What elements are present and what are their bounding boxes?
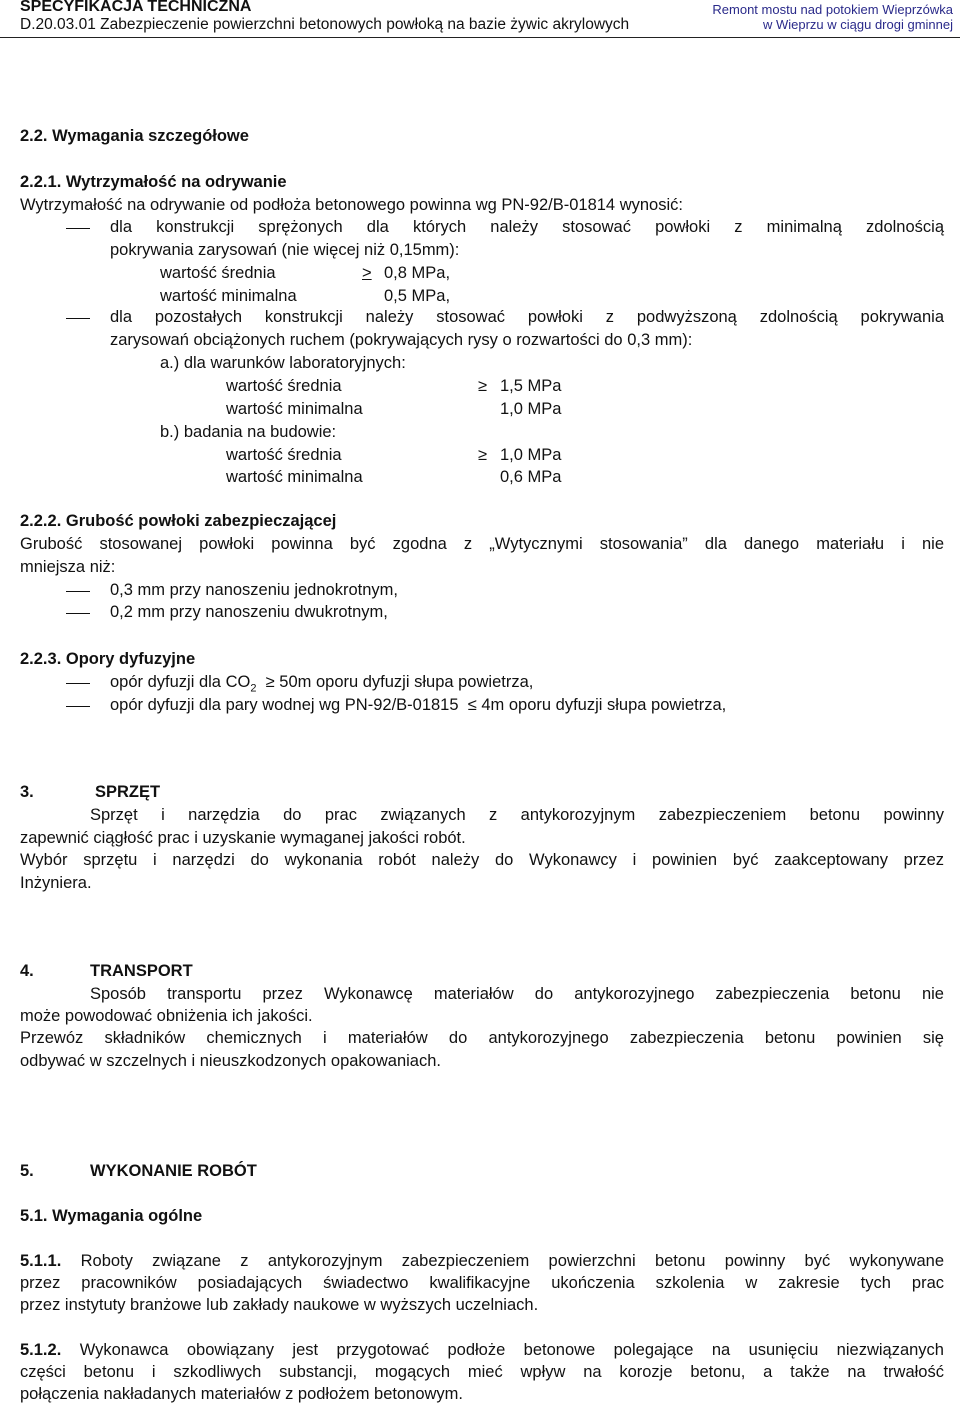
paragraph-line bbox=[20, 1252, 944, 1271]
paragraph-line: przez instytuty branżowe lub zakłady naukowe w wyższych uczelniach. bbox=[20, 1296, 539, 1314]
paragraph-line: Wybór sprzętu i narzędzi do wykonania robót należy do Wykonawcy i powinien być zaakceptowany przez bbox=[20, 851, 944, 869]
list-item: 0,2 mm przy nanoszeniu dwukrotnym, bbox=[110, 603, 388, 621]
section-heading-2-2-2: 2.2.2. Grubość powłoki zabezpieczającej bbox=[20, 512, 337, 530]
section-heading-2-2-1: 2.2.1. Wytrzymałość na odrywanie bbox=[20, 173, 287, 191]
section-number: 4. bbox=[20, 962, 34, 980]
ge-sign: > bbox=[362, 264, 372, 282]
value-label: wartość średnia bbox=[226, 446, 342, 464]
value-label: wartość minimalna bbox=[226, 400, 363, 418]
list-dash bbox=[66, 706, 90, 707]
value-label: wartość średnia bbox=[160, 264, 276, 282]
section-heading-2-2: 2.2. Wymagania szczegółowe bbox=[20, 127, 249, 145]
list-dash bbox=[66, 318, 90, 319]
value-amount: 1,0 MPa bbox=[500, 400, 562, 418]
paragraph-line: może powodować obniżenia ich jakości. bbox=[20, 1007, 313, 1025]
paragraph-line: przez pracowników posiadających świadectwo kwalifikacyjne ukończenia szkolenia w zakresie tych prac bbox=[20, 1274, 944, 1292]
list-dash bbox=[66, 613, 90, 614]
spec-title: SPECYFIKACJA TECHNICZNA bbox=[20, 0, 252, 15]
header-rule bbox=[0, 37, 960, 38]
vapour-value-text: 4m oporu dyfuzji słupa powietrza, bbox=[481, 696, 727, 714]
paragraph-line: dla pozostałych konstrukcji należy stosować powłoki z podwyższoną zdolnością pokrywania bbox=[110, 308, 944, 326]
list-dash bbox=[66, 683, 90, 684]
spec-code: D.20.03.01 Zabezpieczenie powierzchni betonowych powłoką na bazie żywic akrylowych bbox=[20, 16, 630, 33]
paragraph-line: Wytrzymałość na odrywanie od podłoża betonowego powinna wg PN-92/B-01814 wynosić: bbox=[20, 196, 683, 214]
paragraph-line: dla konstrukcji sprężonych dla których należy stosować powłoki z minimalną zdolnością bbox=[110, 218, 944, 236]
value-amount: 1,0 MPa bbox=[500, 446, 562, 464]
list-item bbox=[110, 696, 726, 715]
paragraph-line: Sprzęt i narzędzia do prac związanych z antykorozyjnym zabezpieczeniem betonu powinny bbox=[90, 806, 944, 824]
project-name-line2: w Wieprzu w ciągu drogi gminnej bbox=[762, 17, 953, 32]
value-amount: 1,5 MPa bbox=[500, 377, 562, 395]
section-number: 3. bbox=[20, 783, 34, 801]
value-label: wartość minimalna bbox=[226, 468, 363, 486]
ge-sign: ≥ bbox=[478, 377, 488, 395]
paragraph-number: 5.1.1. bbox=[20, 1252, 62, 1270]
section-title: WYKONANIE ROBÓT bbox=[90, 1162, 257, 1180]
paragraph-text: Wykonawca obowiązany jest przygotować podłoże betonowe polegające na usunięciu niezwiązanych bbox=[79, 1341, 944, 1359]
co2-text: opór dyfuzji dla CO bbox=[110, 673, 251, 691]
value-label: wartość średnia bbox=[226, 377, 342, 395]
paragraph-line: części betonu i szkodliwych substancji, mogących mieć wpływ na korozje betonu, a także na trwałość bbox=[20, 1363, 944, 1381]
paragraph-line: odbywać w szczelnych i nieuszkodzonych opakowaniach. bbox=[20, 1052, 441, 1070]
paragraph-line: pokrywania zarysowań (nie więcej niż 0,15mm): bbox=[110, 241, 460, 259]
paragraph-line bbox=[20, 1341, 944, 1360]
project-name-line1: Remont mostu nad potokiem Wieprzówka bbox=[712, 2, 953, 17]
section-heading-5-1: 5.1. Wymagania ogólne bbox=[20, 1207, 203, 1225]
list-item: 0,3 mm przy nanoszeniu jednokrotnym, bbox=[110, 581, 398, 599]
paragraph-line: zapewnić ciągłość prac i uzyskanie wymaganej jakości robót. bbox=[20, 829, 466, 847]
ge-sign: ≥ bbox=[478, 446, 488, 464]
subscript: 2 bbox=[250, 682, 257, 695]
section-heading-2-2-3: 2.2.3. Opory dyfuzyjne bbox=[20, 650, 196, 668]
section-title: TRANSPORT bbox=[90, 962, 193, 980]
list-item bbox=[110, 673, 533, 694]
le-sign: ≤ bbox=[467, 696, 477, 714]
section-number: 5. bbox=[20, 1162, 34, 1180]
value-amount: 0,8 MPa, bbox=[384, 264, 451, 282]
co2-value-text: 50m oporu dyfuzji słupa powietrza, bbox=[279, 673, 534, 691]
list-dash bbox=[66, 228, 90, 229]
section-title: SPRZĘT bbox=[95, 783, 161, 801]
list-dash bbox=[66, 591, 90, 592]
vapour-text: opór dyfuzji dla pary wodnej wg PN-92/B-01815 bbox=[110, 696, 459, 714]
paragraph-line: Inżyniera. bbox=[20, 874, 92, 892]
paragraph-text: Roboty związane z antykorozyjnym zabezpieczeniem powierzchni betonu powinny być wykonywane bbox=[80, 1252, 944, 1270]
ge-sign: ≥ bbox=[265, 673, 275, 691]
value-label: wartość minimalna bbox=[160, 287, 297, 305]
paragraph-line: zarysowań obciążonych ruchem (pokrywających rysy o rozwartości do 0,3 mm): bbox=[110, 331, 693, 349]
paragraph-line: połączenia nakładanych materiałów z podłożem betonowym. bbox=[20, 1385, 463, 1403]
paragraph-line: Sposób transportu przez Wykonawcę materiałów do antykorozyjnego zabezpieczenia betonu nie bbox=[90, 985, 944, 1003]
value-amount: 0,6 MPa bbox=[500, 468, 562, 486]
value-amount: 0,5 MPa, bbox=[384, 287, 451, 305]
sub-list-label: a.) dla warunków laboratoryjnych: bbox=[160, 354, 406, 372]
paragraph-line: Grubość stosowanej powłoki powinna być zgodna z „Wytycznymi stosowania” dla danego materiału i nie bbox=[20, 535, 944, 553]
paragraph-line: Przewóz składników chemicznych i materiałów do antykorozyjnego zabezpieczenia betonu powinien się bbox=[20, 1029, 944, 1047]
sub-list-label: b.) badania na budowie: bbox=[160, 423, 337, 441]
paragraph-line: mniejsza niż: bbox=[20, 558, 116, 576]
paragraph-number: 5.1.2. bbox=[20, 1341, 62, 1359]
